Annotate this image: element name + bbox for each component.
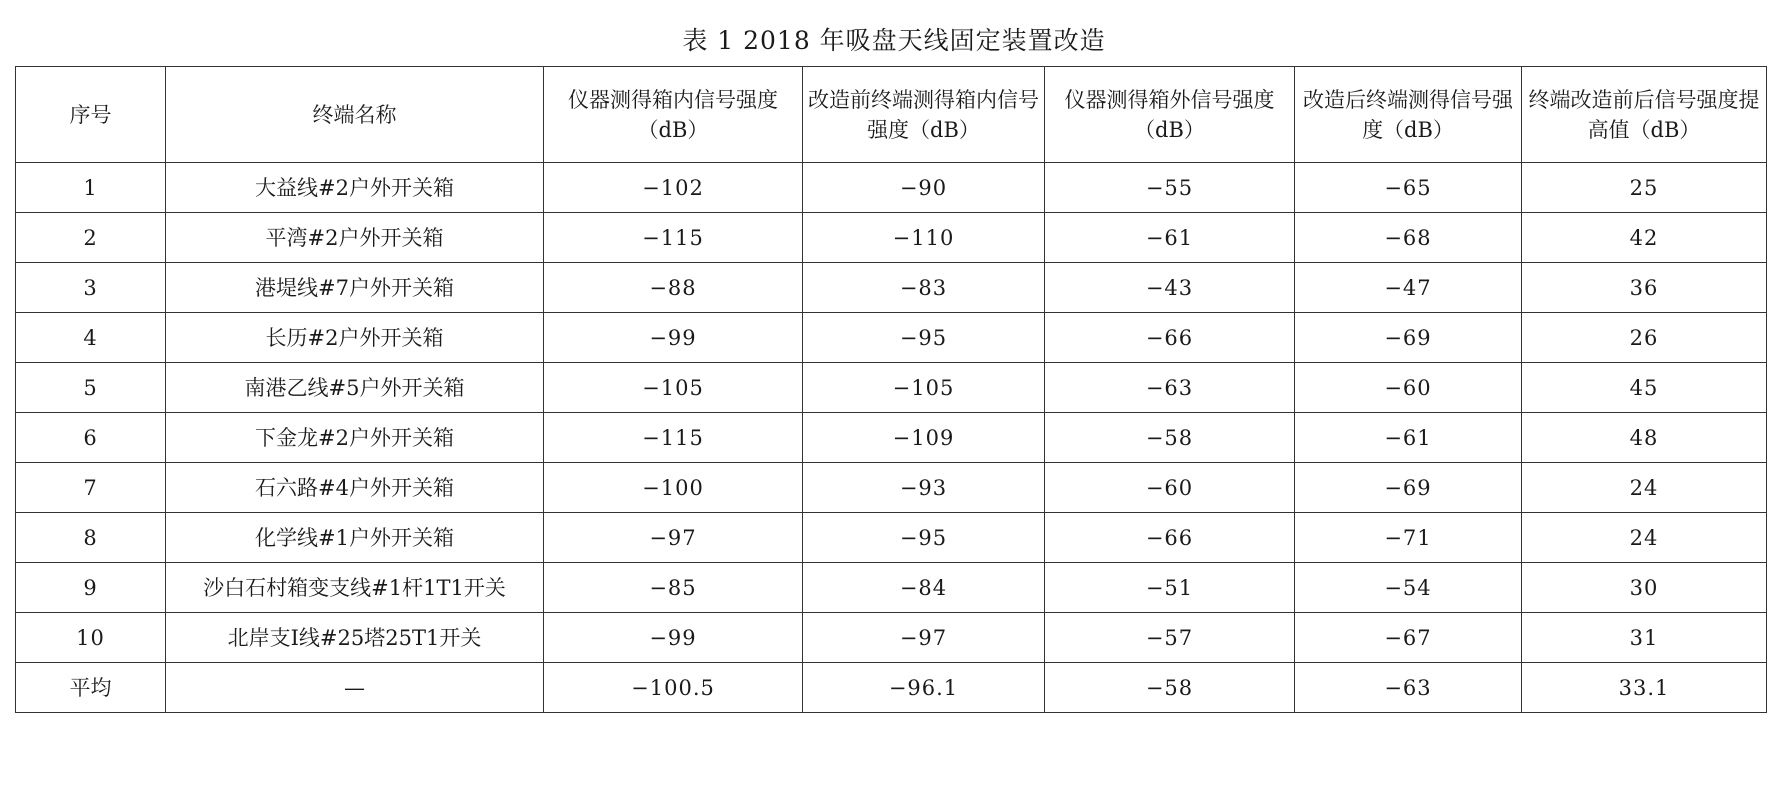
cell-instrument-outside: −66 [1045,313,1295,363]
cell-instrument-inside: −85 [544,563,803,613]
column-header-instrument-outside: 仪器测得箱外信号强度（dB） [1045,67,1295,163]
cell-instrument-outside: −61 [1045,213,1295,263]
cell-instrument-inside: −88 [544,263,803,313]
cell-terminal-name: 沙白石村箱变支线#1杆1T1开关 [166,563,544,613]
cell-improvement: 31 [1522,613,1767,663]
cell-index: 6 [16,413,166,463]
cell-before-inside: −97 [803,613,1045,663]
cell-before-inside: −95 [803,513,1045,563]
table-row [16,513,1767,563]
cell-after: −67 [1295,613,1522,663]
cell-instrument-outside: −51 [1045,563,1295,613]
header-row [16,67,1767,163]
cell-instrument-outside: −57 [1045,613,1295,663]
cell-improvement: 24 [1522,463,1767,513]
cell-improvement: 36 [1522,263,1767,313]
cell-instrument-outside: −58 [1045,663,1295,713]
cell-before-inside: −93 [803,463,1045,513]
cell-instrument-inside: −97 [544,513,803,563]
cell-improvement: 48 [1522,413,1767,463]
cell-before-inside: −109 [803,413,1045,463]
column-header-after: 改造后终端测得信号强度（dB） [1295,67,1522,163]
cell-after: −65 [1295,163,1522,213]
cell-terminal-name: 下金龙#2户外开关箱 [166,413,544,463]
cell-terminal-name: 南港乙线#5户外开关箱 [166,363,544,413]
table-caption: 表 1 2018 年吸盘天线固定装置改造 [682,26,1106,55]
cell-after: −71 [1295,513,1522,563]
table-row [16,263,1767,313]
cell-before-inside: −84 [803,563,1045,613]
cell-improvement: 42 [1522,213,1767,263]
cell-terminal-name: 化学线#1户外开关箱 [166,513,544,563]
cell-improvement: 33.1 [1522,663,1767,713]
cell-instrument-outside: −55 [1045,163,1295,213]
cell-before-inside: −83 [803,263,1045,313]
cell-instrument-inside: −100.5 [544,663,803,713]
cell-improvement: 26 [1522,313,1767,363]
cell-after: −69 [1295,313,1522,363]
cell-after: −63 [1295,663,1522,713]
cell-terminal-name: 平湾#2户外开关箱 [166,213,544,263]
cell-index: 2 [16,213,166,263]
cell-index: 1 [16,163,166,213]
table-row [16,363,1767,413]
cell-after: −69 [1295,463,1522,513]
average-row [16,663,1767,713]
cell-after: −47 [1295,263,1522,313]
cell-index: 4 [16,313,166,363]
cell-average-label: 平均 [16,663,166,713]
cell-terminal-name: 港堤线#7户外开关箱 [166,263,544,313]
column-header-index: 序号 [16,67,166,163]
table-row [16,313,1767,363]
cell-instrument-inside: −99 [544,613,803,663]
cell-index: 10 [16,613,166,663]
cell-instrument-outside: −66 [1045,513,1295,563]
table-row [16,413,1767,463]
cell-index: 9 [16,563,166,613]
cell-before-inside: −105 [803,363,1045,413]
cell-instrument-outside: −63 [1045,363,1295,413]
cell-before-inside: −96.1 [803,663,1045,713]
column-header-improvement: 终端改造前后信号强度提高值（dB） [1522,67,1767,163]
cell-after: −68 [1295,213,1522,263]
cell-terminal-name: 长历#2户外开关箱 [166,313,544,363]
cell-index: 5 [16,363,166,413]
cell-terminal-name: — [166,663,544,713]
cell-improvement: 25 [1522,163,1767,213]
signal-strength-table [15,66,1767,713]
cell-improvement: 24 [1522,513,1767,563]
cell-index: 3 [16,263,166,313]
cell-index: 8 [16,513,166,563]
cell-after: −54 [1295,563,1522,613]
table-row [16,163,1767,213]
cell-instrument-inside: −105 [544,363,803,413]
column-header-instrument-inside: 仪器测得箱内信号强度（dB） [544,67,803,163]
column-header-before-inside: 改造前终端测得箱内信号强度（dB） [803,67,1045,163]
cell-instrument-inside: −99 [544,313,803,363]
table-row [16,213,1767,263]
cell-instrument-outside: −60 [1045,463,1295,513]
cell-instrument-outside: −58 [1045,413,1295,463]
table-row [16,463,1767,513]
column-header-terminal-name: 终端名称 [166,67,544,163]
cell-instrument-inside: −115 [544,413,803,463]
cell-instrument-inside: −115 [544,213,803,263]
cell-before-inside: −90 [803,163,1045,213]
cell-index: 7 [16,463,166,513]
cell-instrument-outside: −43 [1045,263,1295,313]
cell-instrument-inside: −102 [544,163,803,213]
cell-terminal-name: 大益线#2户外开关箱 [166,163,544,213]
cell-before-inside: −110 [803,213,1045,263]
cell-after: −61 [1295,413,1522,463]
cell-terminal-name: 石六路#4户外开关箱 [166,463,544,513]
cell-terminal-name: 北岸支Ⅰ线#25塔25T1开关 [166,613,544,663]
cell-improvement: 30 [1522,563,1767,613]
table-row [16,613,1767,663]
cell-instrument-inside: −100 [544,463,803,513]
cell-before-inside: −95 [803,313,1045,363]
table-row [16,563,1767,613]
cell-improvement: 45 [1522,363,1767,413]
cell-after: −60 [1295,363,1522,413]
